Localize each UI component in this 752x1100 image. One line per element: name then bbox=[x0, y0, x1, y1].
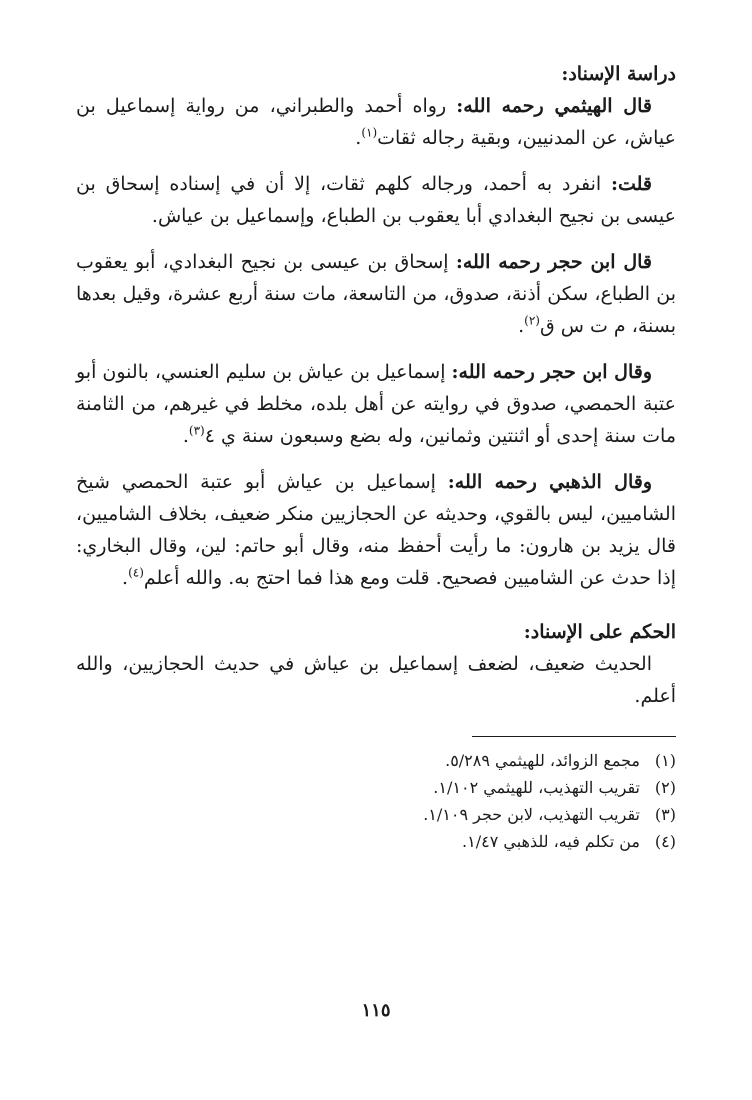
paragraph-lead: وقال الذهبي رحمه الله: bbox=[447, 471, 652, 493]
footnote-text: تقريب التهذيب، للهيثمي ١/١٠٢. bbox=[433, 778, 640, 797]
footnote-item bbox=[76, 801, 676, 828]
paragraph-lead: قال ابن حجر رحمه الله: bbox=[455, 251, 652, 273]
footnote-number: (٤) bbox=[654, 832, 676, 851]
footnote-text: تقريب التهذيب، لابن حجر ١/١٠٩. bbox=[423, 805, 640, 824]
paragraph-text: انفرد به أحمد، ورجاله كلهم ثقات، إلا أن في إسناده إسحاق بن عيسى بن نجيح البغدادي أبا يعقوب بن الطباع، وإسماعيل بن عياش. bbox=[76, 173, 676, 227]
paragraph-dhahabi bbox=[76, 466, 676, 594]
footnotes-list bbox=[76, 747, 676, 855]
footnote-ref[interactable]: (٤) bbox=[128, 565, 144, 580]
footnote-divider bbox=[472, 736, 676, 737]
footnote-item bbox=[76, 747, 676, 774]
paragraph-lead: قلت: bbox=[610, 173, 652, 195]
paragraph-haythami bbox=[76, 90, 676, 154]
footnote-number: (١) bbox=[654, 751, 676, 770]
footnote-ref[interactable]: (٣) bbox=[188, 423, 205, 438]
paragraph-tail: . bbox=[355, 127, 362, 149]
paragraph-ibn-hajar-1 bbox=[76, 246, 676, 342]
paragraph-tail: . bbox=[518, 315, 525, 337]
page-number: ١١٥ bbox=[361, 1000, 391, 1021]
paragraph-ruling: الحديث ضعيف، لضعف إسماعيل بن عياش في حديث الحجازيين، والله أعلم. bbox=[76, 653, 676, 707]
section-heading-isnad-ruling: الحكم على الإسناد: bbox=[523, 621, 676, 643]
footnote-number: (٢) bbox=[654, 778, 676, 797]
section-heading-isnad-study: دراسة الإسناد: bbox=[561, 63, 676, 85]
footnote-text: مجمع الزوائد، للهيثمي ٥/٢٨٩. bbox=[445, 751, 640, 770]
paragraph-tail: . bbox=[122, 567, 129, 589]
footnote-item bbox=[76, 774, 676, 801]
paragraph-lead: وقال ابن حجر رحمه الله: bbox=[451, 361, 652, 383]
paragraph-text: إسماعيل بن عياش بن سليم العنسي، بالنون أبو عتبة الحمصي، صدوق في روايته عن أهل بلده، مخلط في غيرهم، من الثامنة مات سنة إحدى أو اثنتين وثمانين، وله بضع وسبعون سنة ي ٤ bbox=[75, 361, 676, 447]
paragraph-text: رواه أحمد والطبراني، من رواية إسماعيل بن عياش، عن المدنيين، وبقية رجاله ثقات bbox=[76, 95, 676, 149]
paragraph-tail: . bbox=[182, 425, 189, 447]
footnote-text: من تكلم فيه، للذهبي ١/٤٧. bbox=[462, 832, 640, 851]
footnote-number: (٣) bbox=[654, 805, 676, 824]
paragraph-author-note bbox=[76, 168, 676, 232]
paragraph-ibn-hajar-2 bbox=[76, 356, 676, 452]
paragraph-text: إسماعيل بن عياش أبو عتبة الحمصي شيخ الشاميين، ليس بالقوي، وحديثه عن الحجازيين منكر ضعيف، بخلاف الشاميين، قال يزيد بن هارون: ما رأيت أحفظ منه، وقال أبو حاتم: لين، وقال البخاري: إذا حدث عن الشاميين فصحيح. قلت ومع هذا فما احتج به. والله أعلم bbox=[76, 471, 676, 589]
footnote-ref[interactable]: (٢) bbox=[524, 313, 540, 328]
footnote-ref[interactable]: (١) bbox=[361, 125, 378, 140]
paragraph-text: إسحاق بن عيسى بن نجيح البغدادي، أبو يعقوب بن الطباع، سكن أذنة، صدوق، من التاسعة، مات سنة أربع عشرة، وقيل بعدها بسنة، م ت س ق bbox=[76, 251, 676, 337]
paragraph-lead: قال الهيثمي رحمه الله: bbox=[456, 95, 652, 117]
footnote-item bbox=[76, 828, 676, 855]
